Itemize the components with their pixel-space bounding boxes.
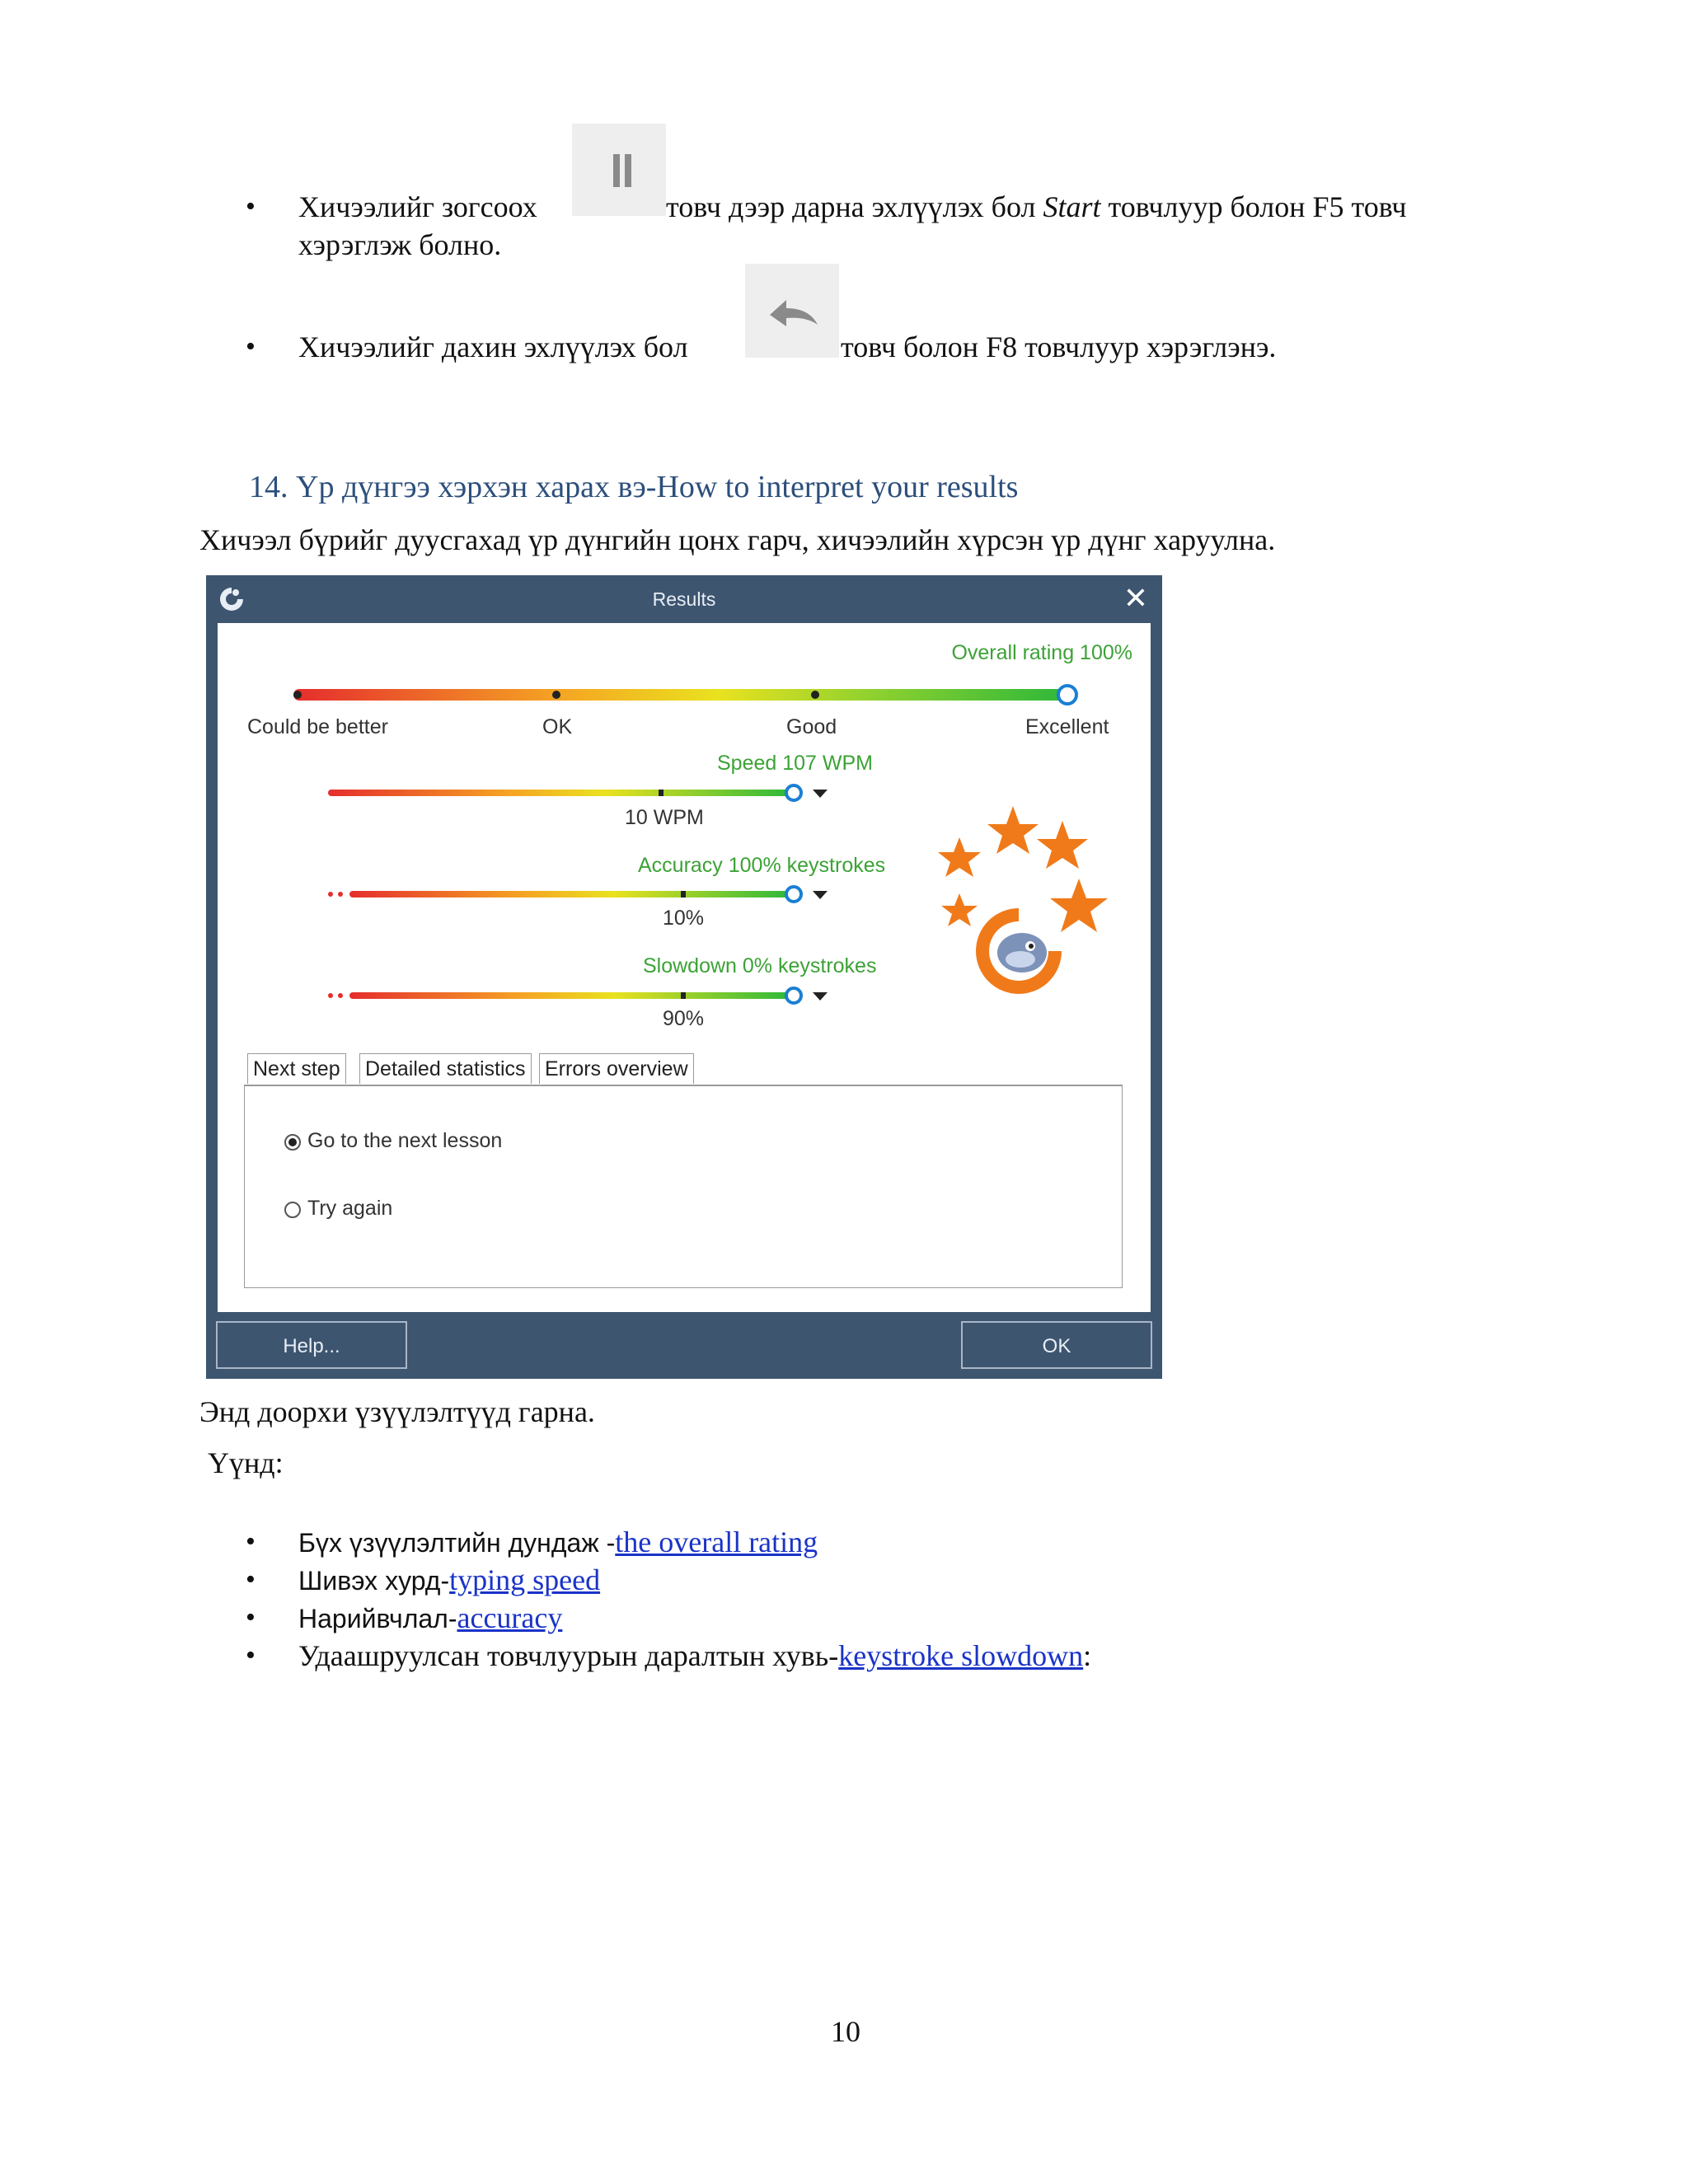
bullet-text-line2: хэрэглэж болно. [298, 228, 502, 261]
section-heading: 14. Үр дүнгээ хэрхэн харах вэ-How to interpret your results [249, 470, 1019, 504]
scale-label-could-be-better: Could be better [247, 715, 388, 738]
tab-next-step[interactable]: Next step [247, 1053, 346, 1084]
slowdown-marker-label: 90% [663, 1007, 705, 1030]
overall-rating-label: Overall rating 100% [951, 641, 1132, 664]
scale-dot [293, 691, 302, 699]
scale-dot [552, 691, 560, 699]
bullet-dot: • [246, 191, 256, 222]
namely-label: Үүнд: [208, 1446, 284, 1479]
accuracy-tick [681, 891, 686, 898]
speed-tick [659, 790, 663, 796]
close-icon[interactable]: ✕ [1123, 581, 1149, 615]
list-item-overall-rating: Бүх үзүүлэлтийн дундаж -the overall rating [298, 1526, 818, 1558]
typing-speed-link[interactable]: typing speed [449, 1563, 601, 1596]
bullet-dot: • [246, 1526, 256, 1557]
bullet-dot: • [246, 1640, 256, 1671]
bullet-dot: • [246, 331, 256, 362]
speed-dropdown-icon[interactable] [813, 790, 828, 798]
slowdown-label: Slowdown 0% keystrokes [643, 954, 877, 977]
speed-bar [328, 790, 790, 796]
scale-dot [811, 691, 819, 699]
help-button[interactable]: Help... [216, 1321, 407, 1369]
accuracy-link[interactable]: accuracy [457, 1601, 563, 1634]
overflow-dot [328, 892, 333, 897]
page-number: 10 [831, 2015, 860, 2048]
mascot-icon [969, 902, 1068, 1001]
radio-dot [288, 1138, 297, 1146]
results-dialog [206, 575, 1162, 1379]
overall-rating-link[interactable]: the overall rating [615, 1526, 818, 1558]
option-label: Go to the next lesson [307, 1129, 503, 1152]
bullet-dot: • [246, 1564, 256, 1595]
indicators-intro: Энд доорхи үзүүлэлтүүд гарна. [199, 1395, 595, 1428]
keystroke-slowdown-link[interactable]: keystroke slowdown [838, 1639, 1084, 1672]
slowdown-marker[interactable] [785, 987, 803, 1005]
bullet-text-f8: товч болон F8 товчлуур хэрэглэнэ. [841, 330, 1277, 363]
dialog-title: Results [652, 588, 716, 610]
overall-rating-bar [293, 689, 1065, 701]
list-item-accuracy: Нарийвчлал-accuracy [298, 1601, 563, 1634]
tab-errors-overview[interactable]: Errors overview [539, 1053, 694, 1084]
ok-button[interactable]: OK [961, 1321, 1152, 1369]
overflow-dot [338, 993, 343, 998]
list-item-typing-speed: Шивэх хурд-typing speed [298, 1563, 601, 1596]
accuracy-dropdown-icon[interactable] [813, 891, 828, 899]
tab-detailed-statistics[interactable]: Detailed statistics [359, 1053, 532, 1084]
scale-label-good: Good [786, 715, 837, 738]
speed-marker-label: 10 WPM [625, 806, 704, 829]
slowdown-tick [681, 992, 686, 999]
overflow-dot [338, 892, 343, 897]
undo-icon [745, 264, 839, 358]
bullet-text-stop: Хичээлийг зогсоох [298, 190, 537, 223]
slowdown-dropdown-icon[interactable] [813, 992, 828, 1001]
speed-marker[interactable] [785, 784, 803, 802]
radio-selected[interactable] [284, 1134, 301, 1151]
tab-panel [244, 1085, 1123, 1288]
scale-label-excellent: Excellent [1025, 715, 1109, 738]
tab-strip [247, 1053, 1121, 1085]
accuracy-label: Accuracy 100% keystrokes [638, 854, 886, 877]
bullet-dot: • [246, 1602, 256, 1633]
section-intro: Хичээл бүрийг дуусгахад үр дүнгийн цонх гарч, хичээлийн хүрсэн үр дүнг харуулна. [199, 523, 1276, 556]
accuracy-marker[interactable] [785, 885, 803, 903]
accuracy-marker-label: 10% [663, 907, 705, 930]
scale-label-ok: OK [542, 715, 573, 738]
bullet-text-start: товч дээр дарна эхлүүлэх бол Start товчлуур болон F5 товч [666, 190, 1407, 223]
radio-unselected[interactable] [284, 1202, 301, 1218]
bullet-text-restart: Хичээлийг дахин эхлүүлэх бол [298, 330, 688, 363]
dialog-body [218, 623, 1151, 1312]
pause-icon [572, 124, 666, 216]
slowdown-bar [349, 992, 790, 999]
app-logo-icon [218, 585, 246, 613]
option-label: Try again [307, 1197, 393, 1220]
speed-label: Speed 107 WPM [717, 752, 873, 775]
overall-rating-marker[interactable] [1057, 684, 1078, 705]
accuracy-bar [349, 891, 790, 898]
overflow-dot [328, 993, 333, 998]
list-item-keystroke-slowdown: Удаашруулсан товчлуурын даралтын хувь-keystroke slowdown: [298, 1639, 1092, 1672]
